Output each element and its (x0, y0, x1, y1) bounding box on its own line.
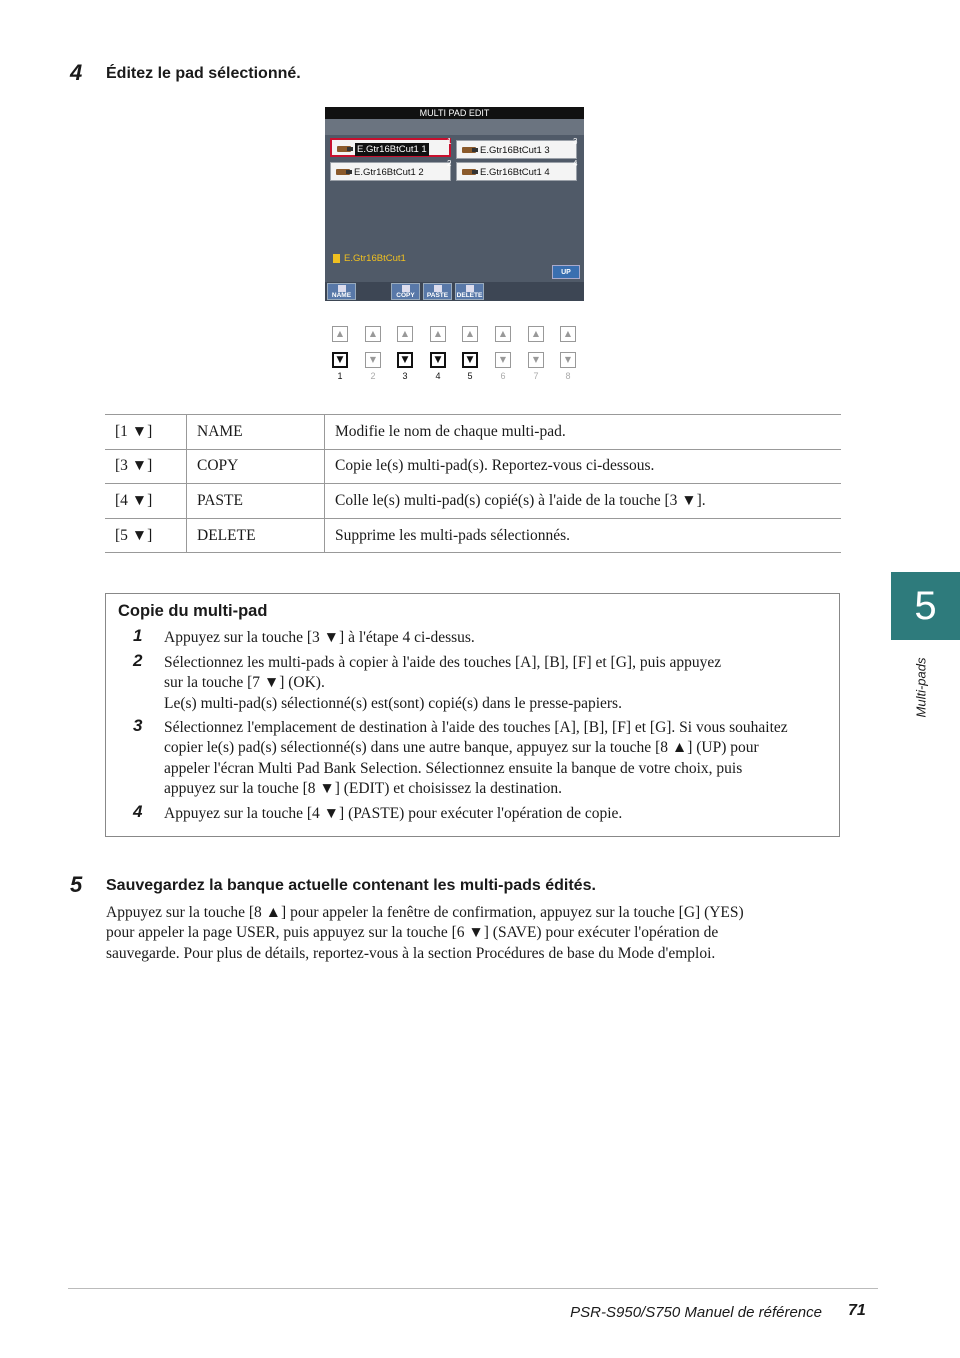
panel-down-button-3[interactable]: ▼ (397, 352, 413, 368)
pad-label: E.Gtr16BtCut1 4 (480, 167, 550, 178)
guitar-icon (462, 169, 476, 175)
pad-label: E.Gtr16BtCut1 3 (480, 145, 550, 156)
table-cell-description: Copie le(s) multi-pad(s). Reportez-vous ci-dessous. (325, 449, 842, 484)
lcd-name-button[interactable] (327, 283, 356, 300)
panel-button-number: 2 (370, 371, 376, 381)
copy-box-title: Copie du multi-pad (118, 602, 268, 620)
text-line: Sélectionnez les multi-pads à copier à l'aide des touches [A], [B], [F] et [G], puis appuyez (164, 654, 722, 671)
panel-button-number: 4 (435, 371, 441, 381)
text-line: appuyez sur la touche [8 ▼] (EDIT) et choisissez la destination. (164, 779, 562, 797)
step-5-number: 5 (70, 872, 83, 897)
pad-number: 2 (447, 159, 452, 168)
pad-4[interactable] (456, 162, 577, 181)
table-cell-button: [4 ▼] (105, 484, 187, 519)
lcd-button-label: PASTE (426, 292, 449, 299)
lcd-screen (325, 107, 584, 301)
panel-down-button-4[interactable]: ▼ (430, 352, 446, 368)
substep-text (164, 628, 829, 648)
guitar-icon (337, 146, 351, 152)
substep-text (164, 653, 829, 714)
pad-1[interactable] (330, 138, 451, 157)
table-cell-button: [5 ▼] (105, 518, 187, 553)
table-cell-name: NAME (187, 415, 325, 450)
lcd-button-label: COPY (396, 292, 415, 299)
copy-icon (402, 285, 410, 292)
step-5-body (106, 903, 826, 964)
panel-down-button-2[interactable]: ▼ (365, 352, 381, 368)
footer-title: PSR-S950/S750 Manuel de référence (570, 1304, 822, 1321)
pad-3[interactable] (456, 140, 577, 159)
text-line: sur la touche [7 ▼] (OK). (164, 674, 325, 692)
panel-button-number: 6 (500, 371, 506, 381)
name-icon (338, 285, 346, 292)
chapter-tab[interactable]: 5 (891, 572, 960, 640)
step-5-title: Sauvegardez la banque actuelle contenant les multi-pads édités. (106, 877, 596, 894)
panel-up-button-7[interactable]: ▲ (528, 326, 544, 342)
substep-text (164, 804, 829, 824)
panel-button-number: 7 (533, 371, 539, 381)
guitar-icon (336, 169, 350, 175)
table-row (105, 415, 841, 450)
lcd-delete-button[interactable] (455, 283, 484, 300)
panel-down-button-6[interactable]: ▼ (495, 352, 511, 368)
panel-down-button-5[interactable]: ▼ (462, 352, 478, 368)
bank-filename: E.Gtr16BtCut1 (344, 253, 406, 264)
text-line: appeler l'écran Multi Pad Bank Selection. Sélectionnez ensuite la banque de votre choix, puis (164, 759, 743, 777)
guitar-icon (462, 147, 476, 153)
page-number: 71 (848, 1302, 866, 1319)
text-line: pour appeler la page USER, puis appuyez sur la touche [6 ▼] (SAVE) pour exécuter l'opération de (106, 924, 719, 942)
pad-number: 3 (573, 137, 578, 146)
panel-down-button-7[interactable]: ▼ (528, 352, 544, 368)
lcd-header-band (325, 119, 584, 135)
substep-number: 2 (133, 651, 143, 670)
pad-label: E.Gtr16BtCut1 2 (354, 167, 424, 178)
trash-icon (466, 285, 474, 292)
file-icon (333, 254, 340, 263)
text-line: Appuyez sur la touche [8 ▲] pour appeler la fenêtre de confirmation, appuyez sur la touche [G] (YES) (106, 904, 744, 921)
panel-down-button-8[interactable]: ▼ (560, 352, 576, 368)
panel-down-button-1[interactable]: ▼ (332, 352, 348, 368)
chapter-label: Multi-pads (913, 657, 929, 718)
panel-button-number: 8 (565, 371, 571, 381)
footer-divider (68, 1288, 878, 1289)
function-table (105, 414, 841, 553)
panel-up-button-1[interactable]: ▲ (332, 326, 348, 342)
table-cell-name: PASTE (187, 484, 325, 519)
lcd-button-label: DELETE (456, 292, 483, 299)
table-cell-name: COPY (187, 449, 325, 484)
panel-up-button-2[interactable]: ▲ (365, 326, 381, 342)
lcd-title: MULTI PAD EDIT (325, 107, 584, 119)
step-4-title: Éditez le pad sélectionné. (106, 65, 301, 82)
pad-number: 4 (573, 159, 578, 168)
text-line: Sélectionnez l'emplacement de destination à l'aide des touches [A], [B], [F] et [G]. Si vous souhaitez (164, 719, 788, 736)
panel-up-button-5[interactable]: ▲ (462, 326, 478, 342)
panel-up-button-4[interactable]: ▲ (430, 326, 446, 342)
table-cell-description: Colle le(s) multi-pad(s) copié(s) à l'aide de la touche [3 ▼]. (325, 484, 842, 519)
lcd-paste-button[interactable] (423, 283, 452, 300)
substep-text (164, 718, 829, 799)
panel-up-button-6[interactable]: ▲ (495, 326, 511, 342)
text-line: copier le(s) pad(s) sélectionné(s) dans une autre banque, appuyez sur la touche [8 ▲] (UP) pour (164, 739, 759, 757)
table-cell-description: Modifie le nom de chaque multi-pad. (325, 415, 842, 450)
panel-button-number: 1 (337, 371, 343, 381)
paste-icon (434, 285, 442, 292)
table-cell-description: Supprime les multi-pads sélectionnés. (325, 518, 842, 553)
lcd-copy-button[interactable] (391, 283, 420, 300)
text-line: Le(s) multi-pad(s) sélectionné(s) est(sont) copié(s) dans le presse-papiers. (164, 694, 622, 712)
pad-2[interactable] (330, 162, 451, 181)
panel-button-number: 5 (467, 371, 473, 381)
table-cell-button: [3 ▼] (105, 449, 187, 484)
pad-label: E.Gtr16BtCut1 1 (357, 144, 427, 155)
table-row (105, 449, 841, 484)
lcd-button-label: NAME (331, 292, 352, 299)
pad-number: 1 (447, 137, 452, 146)
table-row (105, 484, 841, 519)
panel-up-button-3[interactable]: ▲ (397, 326, 413, 342)
up-button[interactable]: UP (552, 265, 580, 279)
table-cell-name: DELETE (187, 518, 325, 553)
text-line: Appuyez sur la touche [3 ▼] à l'étape 4 ci-dessus. (164, 629, 475, 646)
step-4-number: 4 (70, 60, 83, 85)
panel-up-button-8[interactable]: ▲ (560, 326, 576, 342)
substep-number: 3 (133, 716, 143, 735)
table-cell-button: [1 ▼] (105, 415, 187, 450)
substep-number: 1 (133, 626, 143, 645)
table-row (105, 518, 841, 553)
text-line: Appuyez sur la touche [4 ▼] (PASTE) pour exécuter l'opération de copie. (164, 805, 623, 822)
substep-number: 4 (133, 802, 143, 821)
panel-button-number: 3 (402, 371, 408, 381)
text-line: sauvegarde. Pour plus de détails, reportez-vous à la section Procédures de base du Mode d'emploi. (106, 944, 716, 962)
